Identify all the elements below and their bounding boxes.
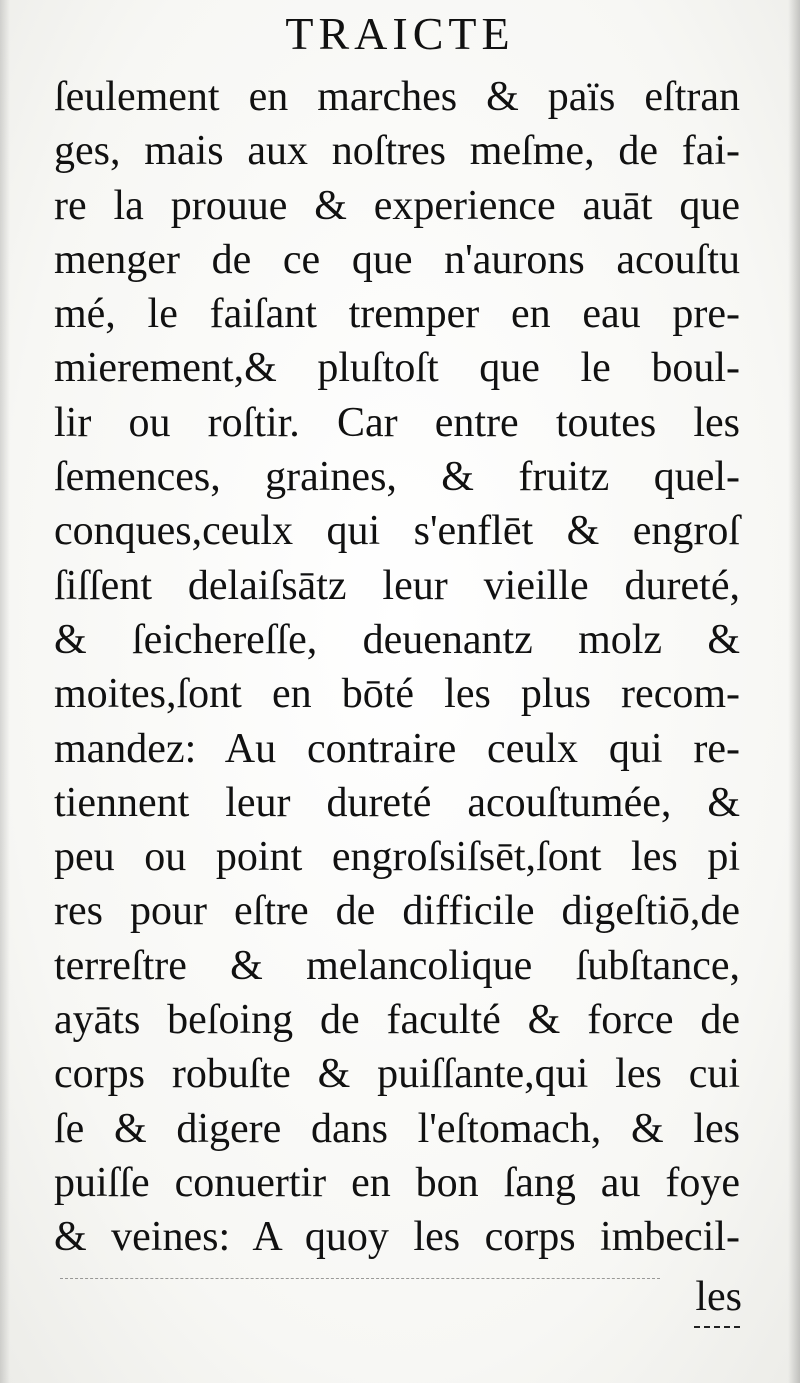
running-header: TRAICTE <box>285 8 515 59</box>
text-line: mandez: Au contraire ceulx qui re- <box>54 725 740 772</box>
text-line: re la prouue & experience auāt que <box>54 182 740 229</box>
text-line: conques,ceulx qui s'enflēt & engroſ <box>54 508 740 555</box>
text-line: mierement,& pluſtoſt que le boul- <box>54 345 740 392</box>
text-line: & ſeichereſſe, deuenantz molz & <box>54 616 740 663</box>
text-line: peu ou point engroſsiſsēt,ſont les pi <box>54 834 740 881</box>
catchword-underline <box>694 1326 740 1328</box>
text-line: ſeulement en marches & païs eſtran <box>54 74 740 120</box>
text-line: menger de ce que n'aurons acouſtu <box>54 236 740 283</box>
text-line: ſe & digere dans l'eſtomach, & les <box>54 1105 740 1152</box>
text-line: ges, mais aux noſtres meſme, de fai- <box>54 128 740 175</box>
page-left-shadow <box>0 0 10 1383</box>
text-line: res pour eſtre de difficile digeſtiō,de <box>54 888 740 935</box>
text-line: & veines: A quoy les corps imbecil- <box>54 1214 740 1261</box>
text-line: corps robuſte & puiſſante,qui les cui <box>54 1051 740 1098</box>
text-line: ayāts beſoing de faculté & force de <box>54 997 740 1044</box>
text-line: ſemences, graines, & fruitz quel- <box>54 454 740 501</box>
text-line: tiennent leur dureté acouſtumée, & <box>54 779 740 826</box>
text-line: ſiſſent delaiſsātz leur vieille dureté, <box>54 562 740 609</box>
text-line: lir ou roſtir. Car entre toutes les <box>54 399 740 446</box>
text-line: terreſtre & melancolique ſubſtance, <box>54 942 740 989</box>
underline-rule <box>60 1278 660 1279</box>
text-line: moites,ſont en bōté les plus recom- <box>54 671 740 718</box>
page-right-shadow <box>788 0 800 1383</box>
text-line: mé, le faiſant tremper en eau pre- <box>54 291 740 338</box>
text-line: puiſſe conuertir en bon ſang au foye <box>54 1159 740 1206</box>
catchword: les <box>695 1274 742 1320</box>
body-text <box>54 70 740 1265</box>
